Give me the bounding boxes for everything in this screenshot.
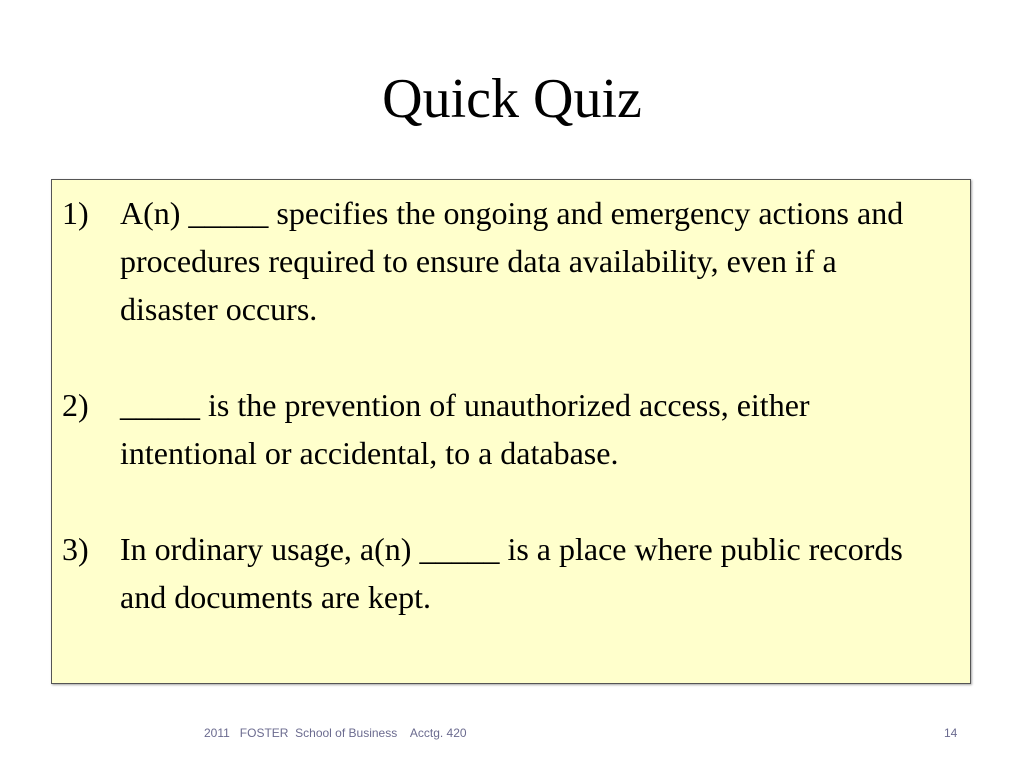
question-text: In ordinary usage, a(n) _____ is a place where public records and documents are kept. [120,531,903,615]
question-text: A(n) _____ specifies the ongoing and emergency actions and procedures required to ensure data availability, even if a disaster occurs. [120,195,904,327]
question-number: 1) [62,195,89,231]
question-number: 3) [62,531,89,567]
question-text: _____ is the prevention of unauthorized access, either intentional or accidental, to a database. [120,387,810,471]
slide-page-number: 14 [944,726,958,740]
quiz-question-2 [62,381,942,477]
quiz-question-1 [62,189,942,333]
quiz-question-3 [62,525,942,621]
question-number: 2) [62,387,89,423]
slide-title: Quick Quiz [382,68,642,130]
footer-text: 2011 FOSTER School of Business Acctg. 420 [204,726,467,740]
quiz-question-list [62,189,942,621]
quiz-box [51,179,971,684]
